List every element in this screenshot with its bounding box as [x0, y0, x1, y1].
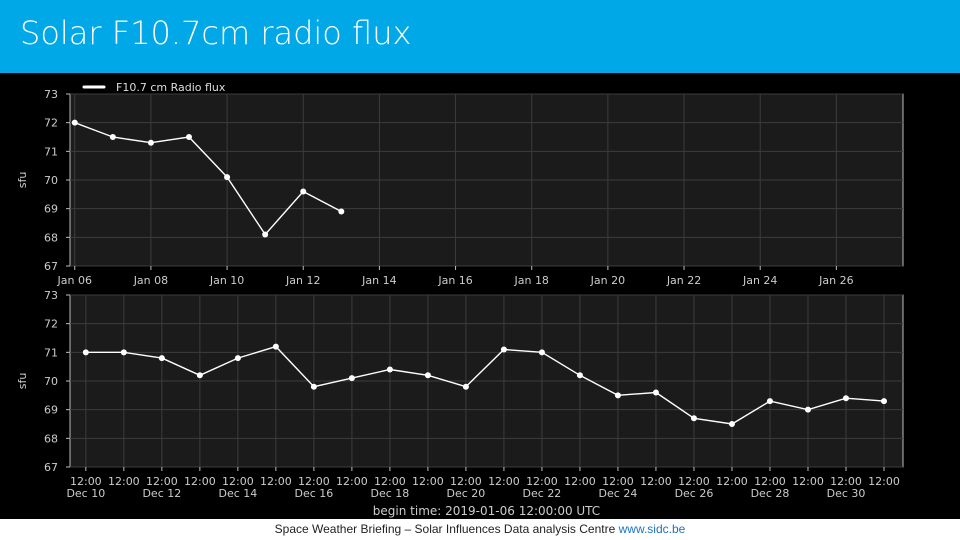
x-tick-label: 12:00: [374, 475, 406, 488]
data-point: [805, 407, 811, 413]
data-point: [197, 372, 203, 378]
data-point: [425, 372, 431, 378]
x-tick-label: Dec 10: [66, 487, 106, 500]
x-tick-label: Dec 30: [826, 487, 866, 500]
data-point: [338, 209, 344, 215]
data-point: [653, 389, 659, 395]
x-tick-label: Jan 10: [209, 274, 245, 287]
data-point: [83, 349, 89, 355]
x-tick-label: Dec 20: [446, 487, 486, 500]
x-tick-label: 12:00: [564, 475, 596, 488]
x-tick-label: Jan 12: [286, 274, 321, 287]
x-tick-label: 12:00: [868, 475, 900, 488]
x-tick-label: 12:00: [716, 475, 748, 488]
x-tick-label: Jan 24: [742, 274, 778, 287]
x-tick-label: 12:00: [298, 475, 330, 488]
x-tick-label: 12:00: [260, 475, 292, 488]
x-tick-label: Jan 20: [590, 274, 626, 287]
y-tick-label: 67: [44, 461, 58, 474]
data-point: [691, 415, 697, 421]
slide-title: Solar F10.7cm radio flux: [20, 14, 412, 52]
y-tick-label: 73: [44, 88, 58, 101]
footer-text: Space Weather Briefing – Solar Influences Data analysis Centre: [274, 522, 616, 536]
legend-label: F10.7 cm Radio flux: [116, 81, 226, 94]
data-point: [186, 134, 192, 140]
x-tick-label: 12:00: [792, 475, 824, 488]
x-tick-label: 12:00: [678, 475, 710, 488]
x-tick-label: Jan 14: [362, 274, 397, 287]
y-tick-label: 70: [44, 174, 58, 187]
y-tick-label: 69: [44, 403, 58, 417]
data-point: [349, 375, 355, 381]
x-tick-label: Jan 16: [438, 274, 473, 287]
x-tick-label: 12:00: [412, 475, 444, 488]
data-point: [615, 392, 621, 398]
x-tick-label: Dec 14: [218, 487, 258, 500]
data-point: [235, 355, 241, 361]
y-tick-label: 73: [44, 289, 58, 302]
slide-footer: [0, 519, 960, 540]
data-point: [300, 188, 306, 194]
x-tick-label: 12:00: [640, 475, 672, 488]
data-point: [577, 372, 583, 378]
x-tick-label: Dec 28: [750, 487, 790, 500]
data-point: [729, 421, 735, 427]
x-tick-label: 12:00: [336, 475, 368, 488]
x-tick-label: Jan 18: [514, 274, 549, 287]
y-tick-label: 71: [44, 346, 58, 360]
data-point: [72, 120, 78, 126]
x-tick-label: 12:00: [107, 475, 140, 488]
y-tick-label: 69: [44, 202, 58, 216]
x-tick-label: 12:00: [450, 475, 482, 488]
x-tick-label: Dec 16: [294, 487, 334, 500]
chart-panel-2: [16, 289, 903, 518]
x-tick-label: Jan 22: [666, 274, 702, 287]
x-tick-label: 12:00: [602, 475, 634, 488]
x-tick-label: Jan 06: [57, 274, 92, 287]
y-tick-label: 67: [44, 260, 58, 273]
x-tick-label: 12:00: [830, 475, 862, 488]
chart-panel-1: [16, 81, 903, 287]
data-point: [159, 355, 165, 361]
x-tick-label: Jan 26: [819, 274, 854, 287]
data-point: [121, 349, 127, 355]
x-tick-label: Jan 08: [133, 274, 169, 287]
data-point: [539, 349, 545, 355]
y-tick-label: 68: [44, 231, 58, 245]
y-axis-label: sfu: [16, 171, 29, 189]
data-point: [110, 134, 116, 140]
data-point: [273, 344, 279, 350]
x-tick-label: 12:00: [754, 475, 786, 488]
x-tick-label: 12:00: [526, 475, 558, 488]
data-point: [501, 346, 507, 352]
y-tick-label: 68: [44, 432, 58, 446]
x-tick-label: 12:00: [222, 475, 254, 488]
y-tick-label: 71: [44, 145, 58, 159]
x-axis-label: begin time: 2019-01-06 12:00:00 UTC: [372, 504, 601, 518]
y-axis-label: sfu: [16, 372, 29, 390]
data-point: [262, 231, 268, 237]
x-tick-label: 12:00: [69, 475, 102, 488]
x-tick-label: 12:00: [146, 475, 178, 488]
x-tick-label: Dec 12: [142, 487, 182, 500]
y-tick-label: 72: [44, 317, 58, 331]
x-tick-label: Dec 22: [522, 487, 562, 500]
footer-link[interactable]: www.sidc.be: [618, 522, 686, 536]
charts-area: [0, 73, 960, 519]
x-tick-label: Dec 24: [598, 487, 638, 500]
x-tick-label: 12:00: [488, 475, 520, 488]
data-point: [311, 384, 317, 390]
y-tick-label: 72: [44, 116, 58, 130]
data-point: [148, 140, 154, 146]
data-point: [843, 395, 849, 401]
data-point: [387, 367, 393, 373]
data-point: [767, 398, 773, 404]
y-tick-label: 70: [44, 375, 58, 388]
data-point: [881, 398, 887, 404]
data-point: [463, 384, 469, 390]
slide-header: [0, 0, 960, 73]
x-tick-label: Dec 26: [674, 487, 714, 500]
data-point: [224, 174, 230, 180]
x-tick-label: 12:00: [184, 475, 216, 488]
x-tick-label: Dec 18: [370, 487, 410, 500]
